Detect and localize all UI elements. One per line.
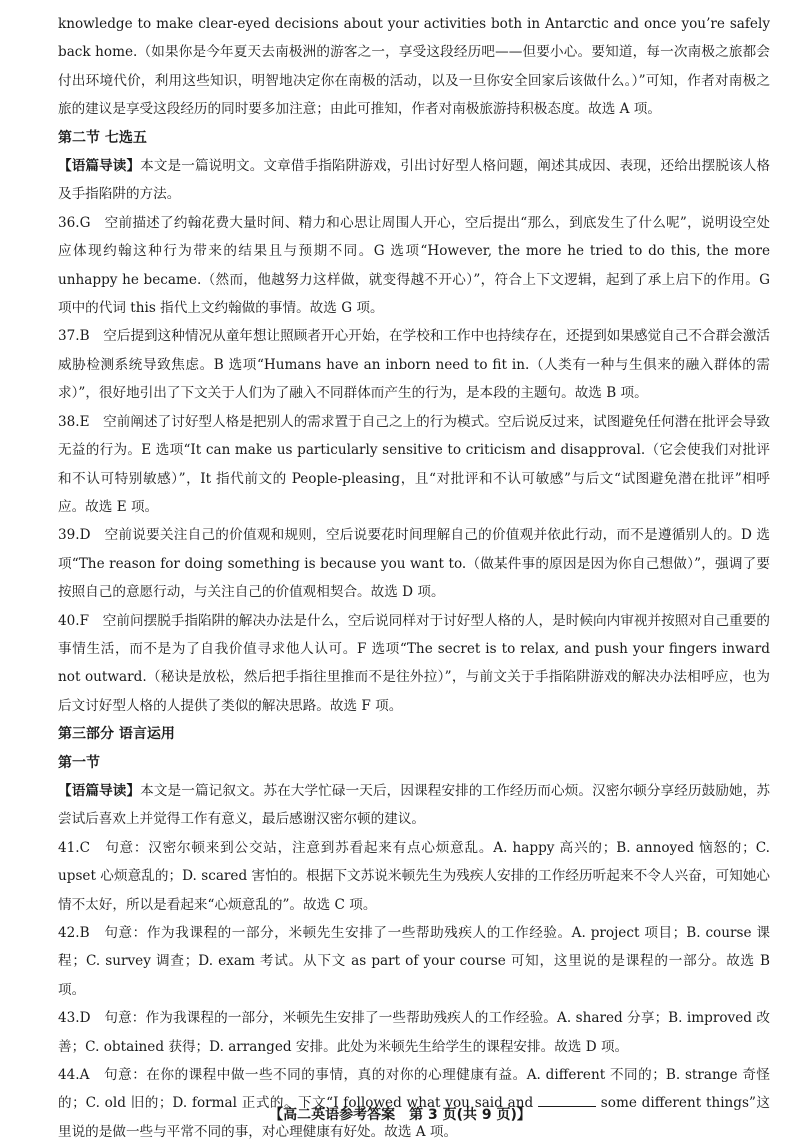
question-number: 43.D (58, 1010, 91, 1027)
explanation-text: 句意：作为我课程的一部分，米顿先生安排了一些帮助残疾人的工作经验。A. project 项目；B. course 课程；C. survey 调查；D. exam 考试。从下文 as part of your course 可知，这里说的是课程的一部分。故选 B 项。 (58, 925, 770, 998)
part3-guide (58, 777, 770, 834)
section2-guide (58, 152, 770, 209)
explanation-text: 空前说要关注自己的价值观和规则，空后说要花时间理解自己的价值观并依此行动，而不是遵循别人的。D 选项“The reason for doing something is because you want to.（做某件事的原因是因为你自己想做）”，强调了要按照自己的意愿行动，与关注自己的价值观相契合。故选 D 项。 (58, 527, 771, 601)
question-number: 37.B (58, 328, 90, 345)
guide-tag: 【语篇导读】 (58, 782, 141, 799)
explanation-text: 空前阐述了讨好型人格是把别人的需求置于自己之上的行为模式。空后说反过来，试图避免任何潜在批评会导致无益的行为。E 选项“It can make us particularly sensitive to criticism and disapproval.（它会使我们对批评和不认可特别敏感）”，It 指代前文的 People-pleasing，且“对批评和不认可敏感”与后文“试图避免潜在批评”相呼应。故选 E 项。 (58, 413, 770, 515)
page-footer: 【高二英语参考答案 第 3 页(共 9 页)】 (269, 1107, 531, 1123)
part3-subheading: 第一节 (58, 754, 100, 771)
explanation-text: 句意：作为我课程的一部分，米顿先生安排了一些帮助残疾人的工作经验。A. shared 分享；B. improved 改善；C. obtained 获得；D. arranged 安排。此处为米顿先生给学生的课程安排。故选 D 项。 (58, 1010, 771, 1055)
question-number: 42.B (58, 925, 90, 941)
section2-heading: 第二节 七选五 (58, 129, 147, 146)
guide-tag: 【语篇导读】 (58, 158, 141, 175)
explanation-text: 空前问摆脱手指陷阱的解决办法是什么，空后说同样对于讨好型人格的人，是时候向内审视并按照对自己重要的事情生活，而不是为了自我价值寻求他人认可。F 选项“The secret is to relax, and push your fingers inward not outward.（秘诀是放松，然后把手指往里推而不是往外拉）”，与前文关于手指陷阱游戏的解决办法相呼应，也为后文讨好型人格的人提供了类似的解决思路。故选 F 项。 (58, 612, 771, 714)
question-number: 39.D (58, 527, 91, 544)
answer-item-37 (58, 322, 770, 407)
explanation-text: 空后提到这种情况从童年想让照顾者开心开始，在学校和工作中也持续存在，还提到如果感觉自己不合群会激活威胁检测系统导致焦虑。B 选项“Humans have an inborn need to fit in.（人类有一种与生俱来的融入群体的需求）”，很好地引出了下文关于人们为了融入不同群体而产生的行为，是本段的主题句。故选 B 项。 (58, 328, 770, 402)
question-number: 41.C (58, 839, 91, 856)
answer-item-42 (58, 919, 770, 1004)
answer-item-41 (58, 834, 770, 919)
explanation-text: 句意：在你的课程中做一些不同的事情，真的对你的心理健康有益。A. different 不同的；B. strange 奇怪的；C. old 旧的；D. formal 正式的。下文“I followed what you said and (58, 1067, 770, 1112)
answer-item-39 (58, 521, 770, 606)
part3-heading: 第三部分 语言运用 (58, 726, 175, 743)
question-number: 38.E (58, 413, 90, 430)
answer-item-40 (58, 607, 770, 721)
intro-paragraph: knowledge to make clear-eyed decisions about your activities both in Antarctic and once you’re safely back home.（如果你是今年夏天去南极洲的游客之一，享受这段经历吧——但要小心。要知道，每一次南极之旅都会付出环境代价，利用这些知识，明智地决定你在南极的活动，以及一旦你安全回家后该做什么。）”可知，作者对南极之旅的建议是享受这段经历的同时要多加注意；由此可推知，作者对南极旅游持积极态度。故选 A 项。 (58, 16, 770, 118)
answer-item-43 (58, 1004, 770, 1061)
explanation-text: 句意：汉密尔顿来到公交站，注意到苏看起来有点心烦意乱。A. happy 高兴的；B. annoyed 恼怒的；C. upset 心烦意乱的；D. scared 害怕的。根据下文苏说米顿先生为残疾人安排的工作经历听起来不令人兴奋，可知她心情不太好，所以是看起来“心烦意乱的”。故选 C 项。 (58, 839, 770, 913)
question-number: 44.A (58, 1067, 90, 1084)
answer-item-36 (58, 209, 770, 323)
question-number: 40.F (58, 612, 90, 629)
page-content (58, 10, 770, 1146)
question-number: 36.G (58, 214, 91, 231)
answer-item-38 (58, 408, 770, 522)
explanation-text-continued: some different things”这里说的是做一些与平常不同的事，对心理健康有好处。故选 A 项。 (58, 1095, 770, 1140)
guide-text: 本文是一篇说明文。文章借手指陷阱游戏，引出讨好型人格问题，阐述其成因、表现，还给出摆脱该人格及手指陷阱的方法。 (58, 158, 771, 203)
explanation-text: 空前描述了约翰花费大量时间、精力和心思让周围人开心，空后提出“那么，到底发生了什么呢”，说明设空处应体现约翰这种行为带来的结果且与预期不同。G 选项“However, the more he tried to do this, the more unhappy he became.（然而，他越努力这样做，就变得越不开心）”，符合上下文逻辑，起到了承上启下的作用。G 项中的代词 this 指代上文约翰做的事情。故选 G 项。 (58, 214, 770, 317)
guide-text: 本文是一篇记叙文。苏在大学忙碌一天后，因课程安排的工作经历而心烦。汉密尔顿分享经历鼓励她，苏尝试后喜欢上并觉得工作有意义，最后感谢汉密尔顿的建议。 (58, 782, 771, 828)
